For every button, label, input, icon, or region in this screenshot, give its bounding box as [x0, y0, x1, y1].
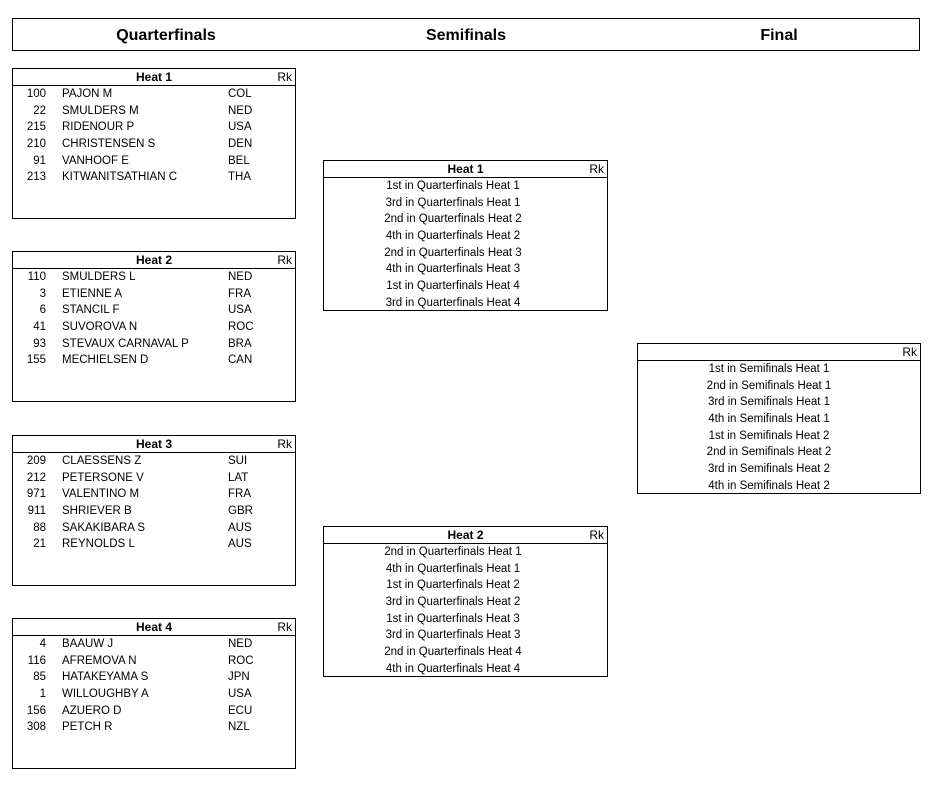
- athlete-row: [13, 486, 295, 503]
- athlete-name: ETIENNE A: [62, 287, 123, 300]
- bib-number: 85: [33, 671, 46, 684]
- athlete-name: STANCIL F: [62, 304, 120, 317]
- qualifier-row: [638, 478, 920, 495]
- qualifier-source: 2nd in Quarterfinals Heat 3: [384, 246, 522, 259]
- country-code: COL: [228, 88, 252, 100]
- qualifier-row: [324, 211, 607, 228]
- qualifier-source: 1st in Quarterfinals Heat 1: [386, 180, 520, 192]
- country-code: BEL: [228, 154, 250, 167]
- athlete-row: [13, 520, 295, 537]
- athlete-name: PETCH R: [62, 721, 113, 734]
- athlete-row: [13, 719, 295, 736]
- heat-title: Heat 2: [135, 253, 173, 267]
- athlete-row: [13, 636, 295, 653]
- athlete-name: WILLOUGHBY A: [62, 688, 149, 701]
- athlete-name: CLAESSENS Z: [62, 455, 142, 467]
- qualifier-source: 4th in Quarterfinals Heat 3: [385, 263, 521, 276]
- rank-column-label: Rk: [277, 253, 292, 267]
- qualifier-row: [638, 411, 920, 428]
- qualifier-source: 3rd in Quarterfinals Heat 1: [385, 196, 521, 209]
- country-code: THA: [228, 171, 251, 184]
- bib-number: 215: [26, 121, 46, 134]
- country-code: GBR: [228, 505, 253, 518]
- athlete-row: [13, 336, 295, 353]
- athlete-name: STEVAUX CARNAVAL P: [62, 337, 189, 350]
- country-code: AUS: [228, 538, 252, 551]
- bib-number: 21: [33, 538, 46, 551]
- athlete-name: HATAKEYAMA S: [62, 671, 149, 684]
- heat-title: Heat 2: [447, 528, 484, 542]
- athlete-row: [13, 536, 295, 553]
- athlete-row: [13, 503, 295, 520]
- country-code: ECU: [228, 704, 253, 717]
- qualifier-source: 3rd in Semifinals Heat 1: [707, 396, 831, 409]
- bib-number: 911: [27, 505, 46, 518]
- bib-number: 210: [26, 138, 46, 151]
- qualifier-row: [324, 627, 607, 644]
- athlete-row: [13, 269, 295, 286]
- qualifier-source: 1st in Semifinals Heat 2: [708, 429, 830, 442]
- rank-column-label: Rk: [277, 437, 292, 451]
- semifinal-heat-2: [323, 526, 608, 677]
- quarterfinal-heat-2: [12, 251, 296, 402]
- bib-number: 308: [26, 721, 46, 734]
- qualifier-source: 2nd in Semifinals Heat 1: [706, 379, 832, 392]
- bib-number: 1: [39, 688, 46, 701]
- country-code: NED: [228, 104, 253, 117]
- bib-number: 116: [27, 654, 46, 667]
- qualifier-row: [638, 361, 920, 378]
- qualifier-row: [324, 245, 607, 262]
- final-heat: [637, 343, 921, 494]
- country-code: USA: [228, 304, 252, 317]
- qualifier-source: 1st in Quarterfinals Heat 3: [386, 612, 520, 625]
- athlete-name: RIDENOUR P: [62, 121, 135, 134]
- qualifier-row: [324, 611, 607, 628]
- athlete-row: [13, 86, 295, 103]
- quarterfinal-heat-1: [12, 68, 296, 219]
- bib-number: 155: [26, 354, 46, 367]
- rank-column-label: Rk: [902, 345, 917, 359]
- bib-number: 212: [26, 471, 46, 484]
- athlete-name: PETERSONE V: [62, 471, 144, 484]
- athlete-row: [13, 136, 295, 153]
- quarterfinal-heat-3: [12, 435, 296, 586]
- qualifier-row: [324, 594, 607, 611]
- athlete-row: [13, 703, 295, 720]
- bib-number: 209: [26, 455, 46, 467]
- athlete-name: VALENTINO M: [62, 488, 140, 501]
- athlete-row: [13, 103, 295, 120]
- bib-number: 91: [33, 154, 46, 167]
- qualifier-row: [324, 278, 607, 295]
- heat-header: [638, 344, 920, 361]
- athlete-row: [13, 669, 295, 686]
- athlete-row: [13, 470, 295, 487]
- athlete-name: PAJON M: [62, 88, 113, 100]
- bib-number: 156: [26, 704, 46, 717]
- country-code: USA: [228, 121, 252, 134]
- athlete-name: CHRISTENSEN S: [62, 138, 156, 151]
- athlete-name: SHRIEVER B: [62, 505, 132, 518]
- athlete-row: [13, 286, 295, 303]
- qualifier-row: [324, 577, 607, 594]
- athlete-name: AFREMOVA N: [62, 654, 137, 667]
- athlete-name: MECHIELSEN D: [62, 354, 149, 367]
- country-code: FRA: [228, 488, 251, 501]
- qualifier-source: 3rd in Quarterfinals Heat 4: [385, 296, 521, 309]
- qualifier-row: [324, 195, 607, 212]
- qualifier-source: 1st in Semifinals Heat 1: [708, 363, 830, 375]
- round-title-quarterfinals: Quarterfinals: [116, 27, 216, 44]
- qualifier-source: 4th in Semifinals Heat 2: [708, 479, 830, 492]
- country-code: LAT: [228, 471, 249, 484]
- qualifier-source: 4th in Quarterfinals Heat 4: [385, 662, 521, 675]
- semifinal-heat-1: [323, 160, 608, 311]
- round-header-bar: [12, 18, 920, 51]
- qualifier-source: 3rd in Quarterfinals Heat 3: [385, 629, 521, 642]
- country-code: NED: [228, 271, 253, 283]
- qualifier-source: 4th in Quarterfinals Heat 2: [385, 230, 521, 243]
- country-code: ROC: [228, 654, 254, 667]
- athlete-name: SMULDERS L: [62, 271, 136, 283]
- bib-number: 100: [26, 88, 46, 100]
- qualifier-source: 2nd in Quarterfinals Heat 1: [384, 546, 522, 558]
- athlete-row: [13, 302, 295, 319]
- bib-number: 110: [27, 271, 46, 283]
- qualifier-source: 1st in Quarterfinals Heat 2: [386, 579, 520, 592]
- bib-number: 213: [26, 171, 46, 184]
- bib-number: 41: [33, 321, 46, 334]
- qualifier-source: 2nd in Quarterfinals Heat 4: [384, 646, 522, 659]
- country-code: BRA: [228, 337, 252, 350]
- qualifier-source: 3rd in Quarterfinals Heat 2: [385, 596, 521, 609]
- heat-title: Heat 4: [135, 620, 173, 634]
- heat-title: Heat 1: [447, 162, 484, 176]
- qualifier-row: [324, 178, 607, 195]
- athlete-row: [13, 453, 295, 470]
- athlete-name: AZUERO D: [62, 704, 122, 717]
- country-code: USA: [228, 688, 252, 701]
- athlete-row: [13, 352, 295, 369]
- country-code: NZL: [228, 721, 250, 734]
- round-title-semifinals: Semifinals: [425, 27, 507, 44]
- heat-header: [13, 436, 295, 453]
- qualifier-row: [638, 428, 920, 445]
- country-code: SUI: [228, 455, 248, 467]
- country-code: NED: [228, 638, 253, 650]
- qualifier-row: [324, 544, 607, 561]
- bib-number: 4: [39, 638, 46, 650]
- athlete-name: KITWANITSATHIAN C: [62, 171, 177, 184]
- qualifier-source: 2nd in Semifinals Heat 2: [706, 446, 832, 459]
- country-code: JPN: [228, 671, 250, 684]
- qualifier-row: [324, 261, 607, 278]
- athlete-name: SMULDERS M: [62, 104, 139, 117]
- country-code: AUS: [228, 521, 252, 534]
- heat-header: [13, 252, 295, 269]
- qualifier-row: [324, 644, 607, 661]
- rank-column-label: Rk: [277, 620, 292, 634]
- athlete-row: [13, 119, 295, 136]
- qualifier-source: 2nd in Quarterfinals Heat 2: [384, 213, 522, 226]
- heat-header: [324, 161, 607, 178]
- qualifier-row: [324, 295, 607, 312]
- qualifier-source: 1st in Quarterfinals Heat 4: [386, 280, 520, 293]
- heat-title: Heat 3: [135, 437, 173, 451]
- bib-number: 88: [33, 521, 46, 534]
- bib-number: 6: [39, 304, 46, 317]
- round-title-final: Final: [760, 27, 798, 44]
- rank-column-label: Rk: [589, 162, 604, 176]
- bib-number: 971: [26, 488, 46, 501]
- qualifier-row: [638, 461, 920, 478]
- heat-header: [324, 527, 607, 544]
- athlete-row: [13, 153, 295, 170]
- athlete-name: SAKAKIBARA S: [62, 521, 146, 534]
- athlete-name: VANHOOF E: [62, 154, 129, 167]
- athlete-name: REYNOLDS L: [62, 538, 135, 551]
- athlete-name: SUVOROVA N: [62, 321, 138, 334]
- athlete-row: [13, 169, 295, 186]
- heat-header: [13, 69, 295, 86]
- quarterfinal-heat-4: [12, 618, 296, 769]
- rank-column-label: Rk: [277, 70, 292, 84]
- athlete-name: BAAUW J: [62, 638, 114, 650]
- qualifier-row: [638, 378, 920, 395]
- country-code: DEN: [228, 138, 253, 151]
- qualifier-source: 3rd in Semifinals Heat 2: [707, 463, 831, 476]
- bib-number: 22: [33, 104, 46, 117]
- qualifier-source: 4th in Quarterfinals Heat 1: [385, 562, 521, 575]
- heat-header: [13, 619, 295, 636]
- rank-column-label: Rk: [589, 528, 604, 542]
- qualifier-row: [324, 228, 607, 245]
- country-code: ROC: [228, 321, 254, 334]
- qualifier-row: [638, 444, 920, 461]
- athlete-row: [13, 653, 295, 670]
- qualifier-row: [324, 561, 607, 578]
- qualifier-row: [638, 394, 920, 411]
- athlete-row: [13, 319, 295, 336]
- bib-number: 93: [33, 337, 46, 350]
- qualifier-source: 4th in Semifinals Heat 1: [708, 413, 830, 426]
- athlete-row: [13, 686, 295, 703]
- heat-title: Heat 1: [135, 70, 173, 84]
- bib-number: 3: [39, 287, 46, 300]
- country-code: FRA: [228, 287, 251, 300]
- qualifier-row: [324, 661, 607, 678]
- country-code: CAN: [228, 354, 253, 367]
